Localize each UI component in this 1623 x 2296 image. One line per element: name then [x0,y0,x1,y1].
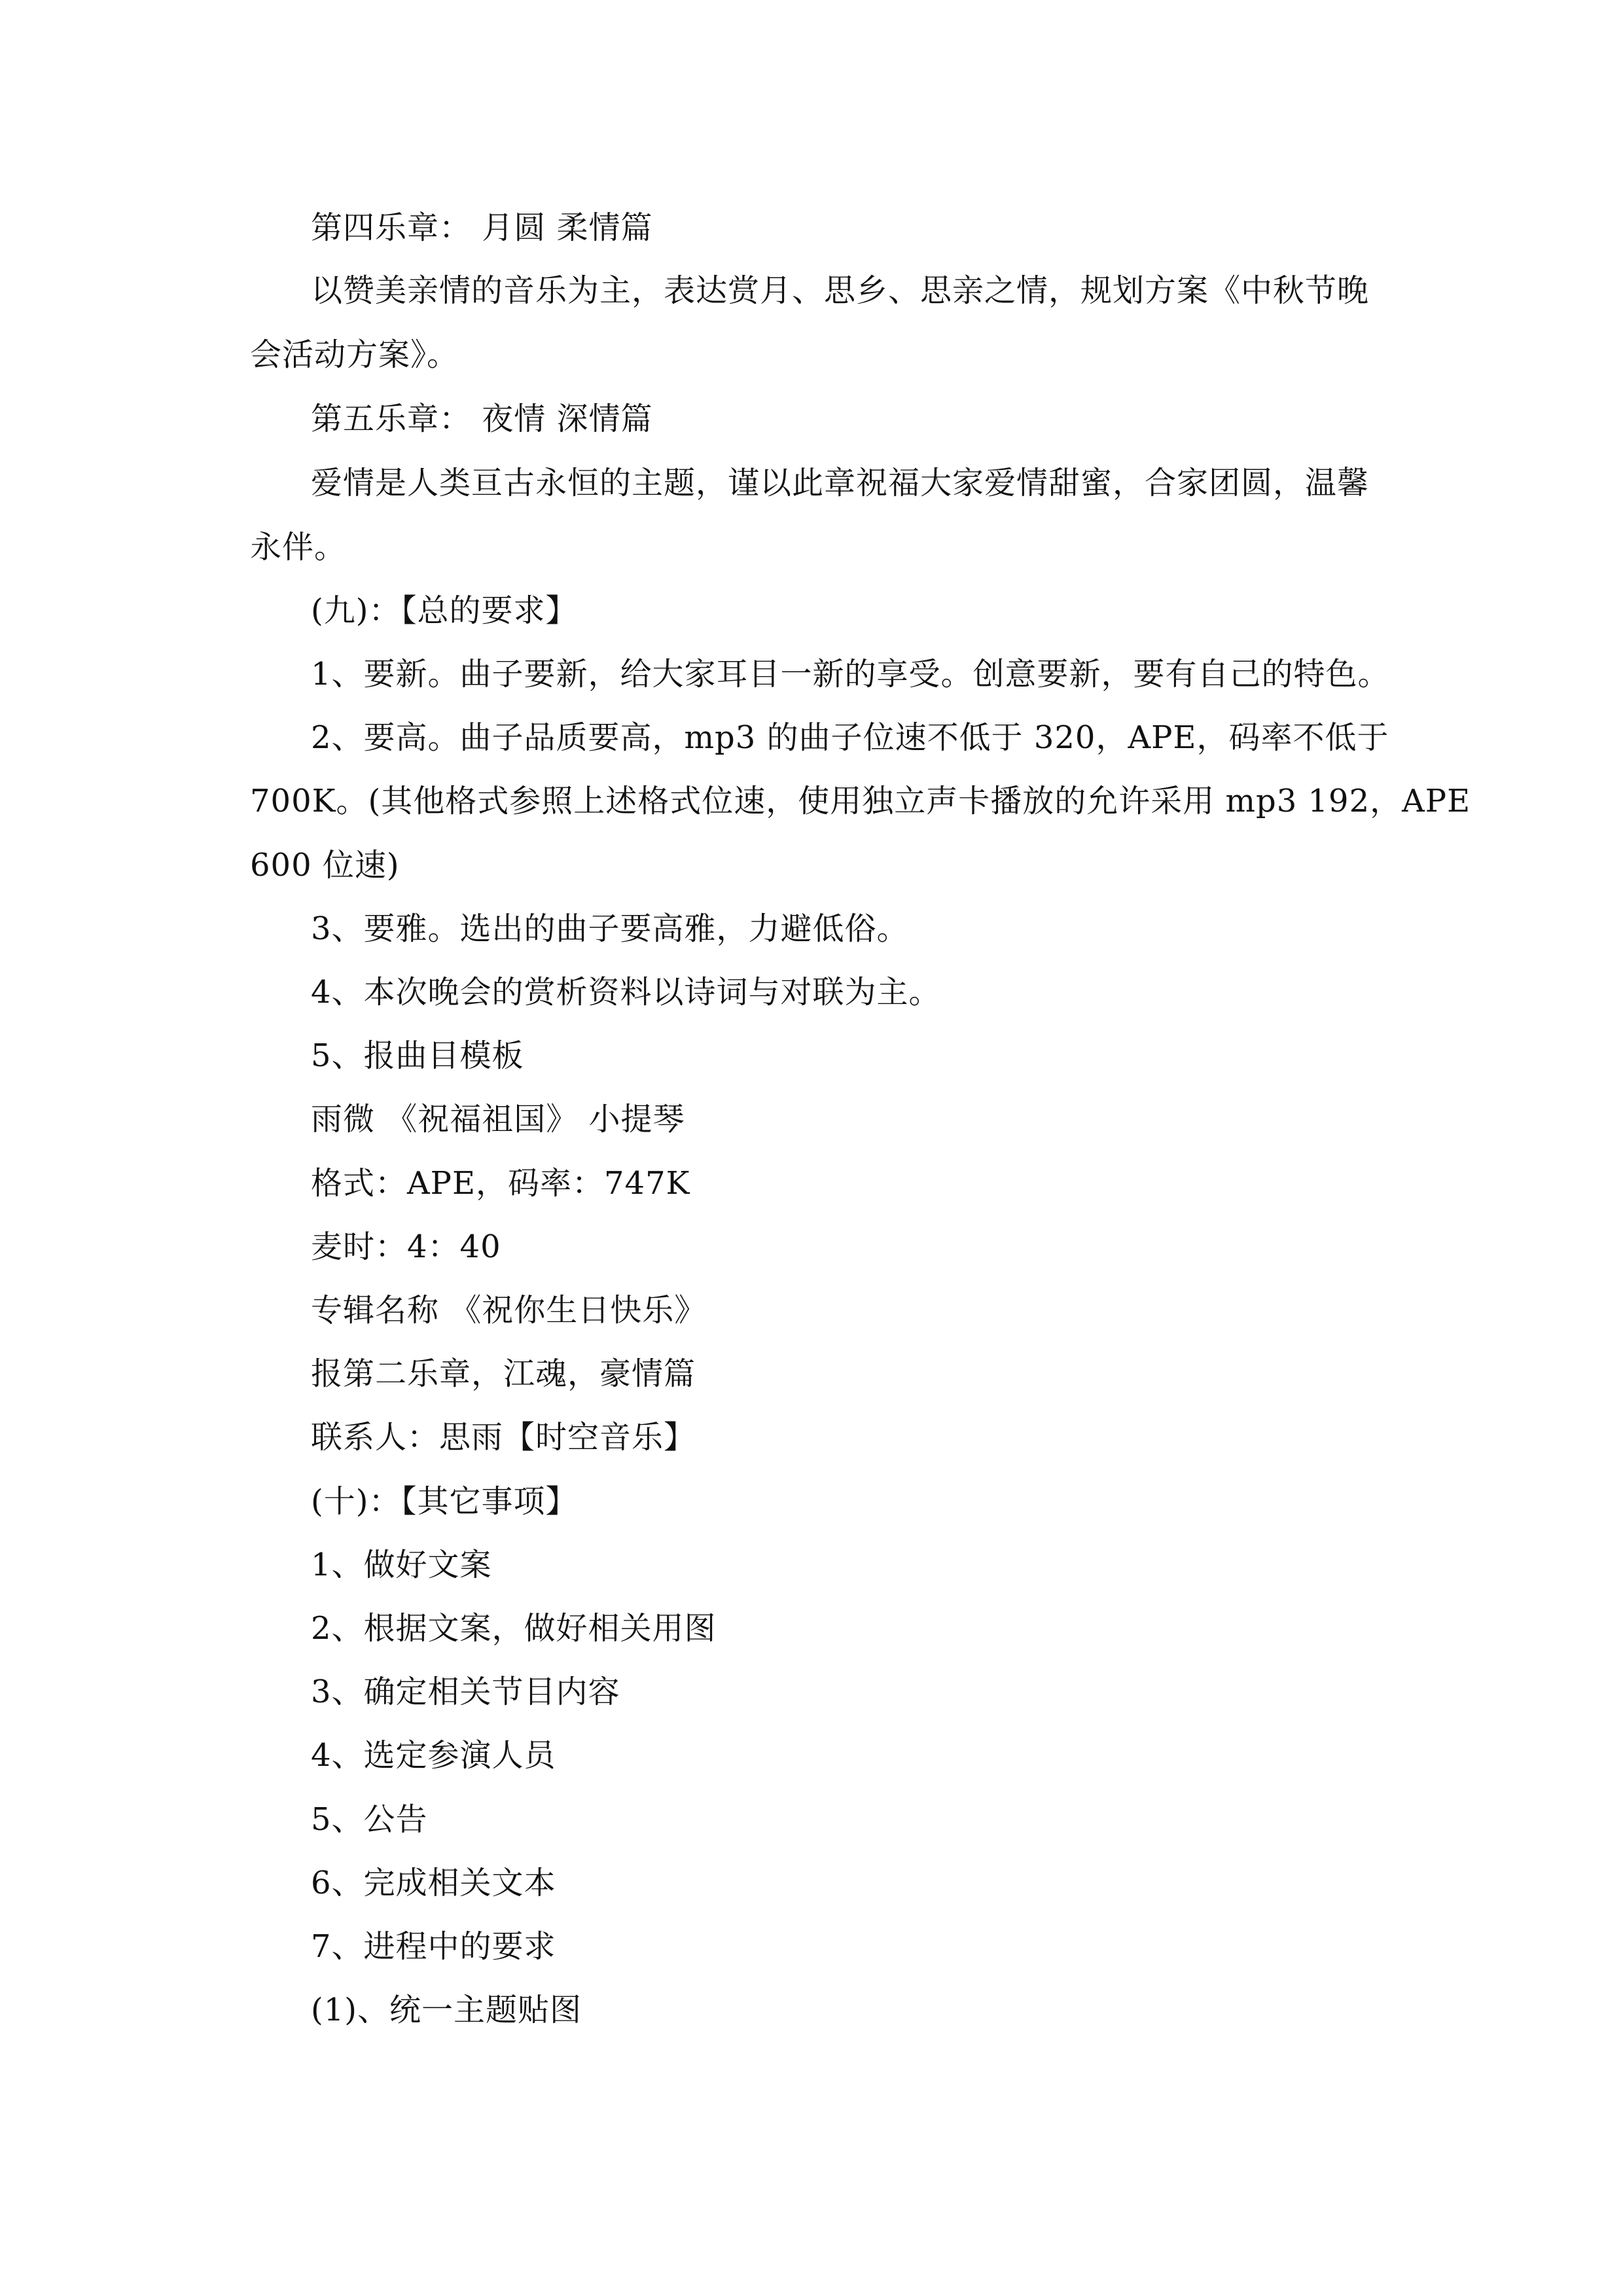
chapter-four-heading: 第四乐章： 月圆 柔情篇 [311,209,653,246]
section-nine-heading: (九)：【总的要求】 [311,592,578,629]
requirement-item: 1、要新。曲子要新，给大家耳目一新的享受。创意要新，要有自己的特色。 [311,656,1390,692]
template-line: 专辑名称 《祝你生日快乐》 [311,1292,707,1329]
other-item: 1、做好文案 [311,1547,492,1583]
other-item: 2、根据文案，做好相关用图 [311,1610,717,1647]
section-ten-heading: (十)：【其它事项】 [311,1483,578,1520]
requirement-item: 2、要高。曲子品质要高，mp3 的曲子位速不低于 320，APE，码率不低于 [311,719,1389,756]
other-item: 4、选定参演人员 [311,1737,556,1774]
template-line: 联系人：思雨【时空音乐】 [311,1419,696,1456]
paragraph-line: 爱情是人类亘古永恒的主题，谨以此章祝福大家爱情甜蜜，合家团圆，温馨 [311,465,1370,501]
other-item: 7、进程中的要求 [311,1928,556,1965]
template-line: 格式：APE，码率：747K [311,1165,690,1202]
template-line: 报第二乐章，江魂，豪情篇 [311,1355,696,1392]
requirement-item: 600 位速) [250,847,400,884]
requirement-item: 3、要雅。选出的曲子要高雅，力避低俗。 [311,910,909,947]
paragraph-line: 会活动方案》。 [250,336,459,373]
requirement-item: 4、本次晚会的赏析资料以诗词与对联为主。 [311,974,941,1011]
other-item: (1)、统一主题贴图 [311,1992,582,2028]
chapter-five-heading: 第五乐章： 夜情 深情篇 [311,401,653,437]
paragraph-line: 永伴。 [250,529,347,565]
template-line: 雨微 《祝福祖国》 小提琴 [311,1101,685,1138]
template-line: 麦时：4：40 [311,1229,501,1265]
requirement-item: 700K。(其他格式参照上述格式位速，使用独立声卡播放的允许采用 mp3 192，APE [250,783,1471,819]
other-item: 5、公告 [311,1801,428,1838]
other-item: 3、确定相关节目内容 [311,1674,620,1710]
paragraph-line: 以赞美亲情的音乐为主，表达赏月、思乡、思亲之情，规划方案《中秋节晚 [311,272,1370,309]
requirement-item: 5、报曲目模板 [311,1037,524,1074]
other-item: 6、完成相关文本 [311,1865,556,1901]
